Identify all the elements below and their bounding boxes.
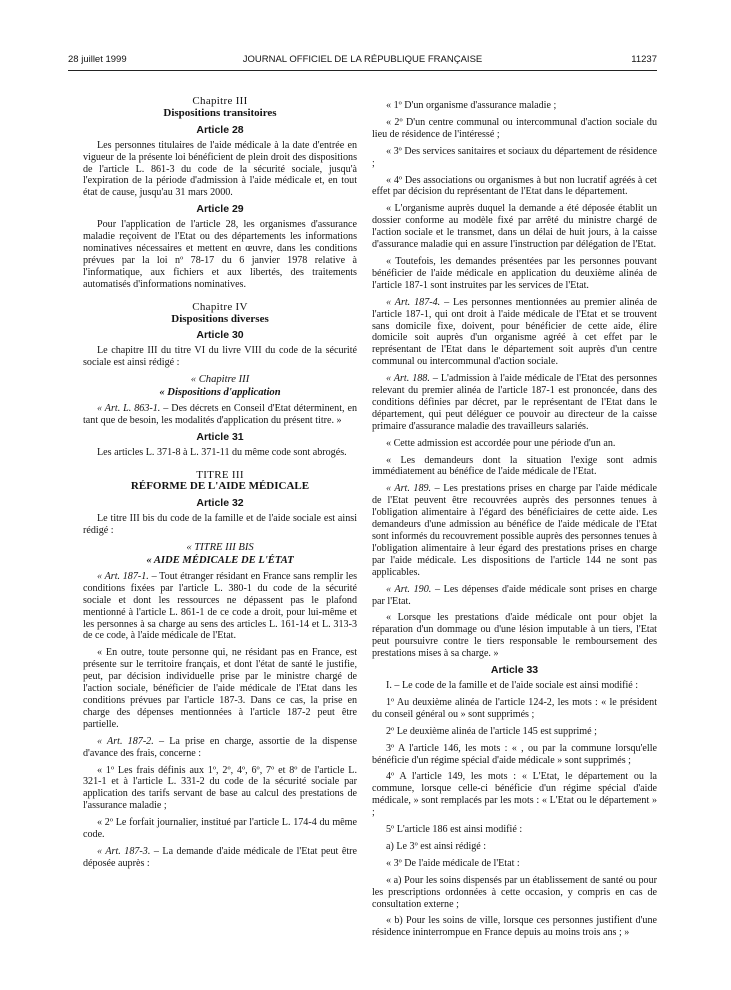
paragraph: « b) Pour les soins de ville, lorsque ces personnes justifient d'une résidence ininterrompue en France depuis au moins trois ans ; »	[372, 915, 657, 939]
paragraph: 2º Le deuxième alinéa de l'article 145 est supprimé ;	[386, 725, 597, 737]
chapter-title: Dispositions diverses	[171, 312, 269, 325]
paragraph: I. – Le code de la famille et de l'aide sociale est ainsi modifié :	[386, 679, 639, 691]
paragraph: Pour l'application de l'article 28, les organismes d'assurance maladie reçoivent de l'Etat ou des départements les informations nominatives nécessaires et mettent en œuvre, dans les conditions prévues par la loi nº 78-17 du 6 janvier 1978 relative à l'informatique, aux fichiers et aux libertés, des traitements automatisés d'informations nominatives.	[83, 219, 357, 290]
paragraph: 3º A l'article 146, les mots : « , ou par la commune lorsqu'elle bénéficie d'un régime spécial d'aide médicale » sont supprimés ;	[372, 742, 657, 766]
paragraph: « 1º D'un organisme d'assurance maladie ;	[386, 100, 557, 111]
paragraph: « Cette admission est accordée pour une période d'un an.	[386, 437, 616, 449]
article-reference: « Art. 188.	[386, 373, 430, 385]
paragraph: a) Le 3º est ainsi rédigé :	[386, 840, 487, 852]
code-titre-heading: « TITRE III BIS	[186, 542, 254, 554]
article-reference: « Art. 189.	[386, 483, 432, 495]
paragraph-text: – Des décrets en Conseil d'Etat déterminent, en tant que de besoin, les modalités d'application du présent titre. »	[83, 402, 357, 426]
paragraph: 1º Au deuxième alinéa de l'article 124-2, les mots : « le président du conseil général ou » sont supprimés ;	[372, 696, 657, 720]
titre-title: RÉFORME DE L'AIDE MÉDICALE	[130, 480, 310, 493]
article-heading: Article 28	[196, 123, 244, 136]
article-heading: Article 29	[196, 203, 244, 216]
paragraph: « Les demandeurs dont la situation l'exige sont admis immédiatement au bénéfice de l'aide médicale de l'Etat.	[372, 454, 657, 478]
paragraph	[372, 483, 657, 578]
paragraph	[372, 297, 657, 368]
paragraph-text: – La prise en charge, assortie de la dispense d'avance des frais, concerne :	[83, 735, 357, 759]
paragraph: « En outre, toute personne qui, ne résidant pas en France, est présente sur le territoire français, et dont l'état de santé le justifie, peut, par décision individuelle prise par le ministre chargé de l'action sociale, bénéficier de l'aide médicale de l'Etat dans les conditions prévues par l'article 187-3. Dans ce cas, la prise en charge des dépenses mentionnées à l'article 187-2 peut être partielle.	[83, 647, 357, 730]
chapter-heading: Chapitre III	[192, 95, 248, 107]
article-heading: Article 31	[196, 430, 244, 443]
paragraph: Le chapitre III du titre VI du livre VIII du code de la sécurité sociale est ainsi rédigé :	[83, 345, 357, 369]
article-reference: « Art. 187-3.	[97, 845, 151, 857]
article-reference: « Art. 190.	[386, 583, 432, 595]
article-heading: Article 30	[196, 329, 244, 342]
paragraph	[83, 571, 357, 642]
paragraph: « a) Pour les soins dispensés par un établissement de santé ou pour les prescriptions ordonnées à cette occasion, y compris en cas de consultation externe ;	[372, 874, 657, 910]
chapter-title: Dispositions transitoires	[163, 106, 277, 119]
titre-heading: TITRE III	[196, 468, 244, 481]
paragraph: « 3º De l'aide médicale de l'Etat :	[386, 857, 520, 869]
paragraph: « Toutefois, les demandes présentées par les personnes pouvant bénéficier de l'aide médicale en application du deuxième alinéa de l'article 187-1 sont instruites par les services de l'Etat.	[372, 255, 657, 291]
header-rule	[68, 70, 657, 71]
paragraph-text: – Les personnes mentionnées au premier alinéa de l'article 187-1, qui ont droit à l'aide médicale de l'Etat et se trouvent sans domicile fixe, doivent, pour bénéficier de cette aide, élire domicile soit auprès d'un organisme agréé à cet effet par le représentant de l'Etat dans le département soit auprès d'un centre communal ou intercommunal d'action sociale.	[372, 296, 657, 368]
paragraph	[372, 373, 657, 433]
paragraph-text: – Les dépenses d'aide médicale sont prises en charge par l'Etat.	[372, 583, 657, 607]
paragraph-text: – La demande d'aide médicale de l'Etat peut être déposée auprès :	[83, 845, 357, 869]
code-chapter-heading: « Chapitre III	[190, 374, 250, 386]
article-reference: « Art. 187-4.	[386, 296, 441, 308]
paragraph: « 3º Des services sanitaires et sociaux du département de résidence ;	[372, 145, 657, 169]
header-page-number: 11237	[631, 54, 657, 65]
paragraph	[372, 584, 657, 608]
paragraph: Le titre III bis du code de la famille et de l'aide sociale est ainsi rédigé :	[83, 513, 357, 537]
paragraph: « Lorsque les prestations d'aide médicale ont pour objet la réparation d'un dommage ou d'une lésion imputable à un tiers, l'Etat peut poursuivre contre le tiers responsable le remboursement des prestations mises à sa charge. »	[372, 612, 657, 660]
paragraph: « L'organisme auprès duquel la demande a été déposée établit un dossier conforme au modèle fixé par arrêté du ministre chargé de l'action sociale et le transmet, dans un délai de huit jours, à la caisse d'assurance maladie qui en assure l'instruction par délégation de l'Etat.	[372, 203, 657, 251]
article-reference: « Art. 187-1.	[97, 570, 149, 582]
paragraph: « 2º D'un centre communal ou intercommunal d'action sociale du lieu de résidence de l'intéressé ;	[372, 116, 657, 140]
header-journal-title: JOURNAL OFFICIEL DE LA RÉPUBLIQUE FRANÇAISE	[242, 54, 483, 65]
paragraph: « 2º Le forfait journalier, institué par l'article L. 174-4 du même code.	[83, 817, 357, 841]
paragraph: 5º L'article 186 est ainsi modifié :	[386, 824, 523, 836]
paragraph: Les articles L. 371-8 à L. 371-11 du même code sont abrogés.	[97, 446, 347, 458]
header-date: 28 juillet 1999	[68, 54, 127, 65]
article-heading: Article 32	[196, 497, 244, 510]
left-column	[83, 96, 357, 875]
page-header	[68, 54, 657, 68]
chapter-heading: Chapitre IV	[192, 300, 248, 313]
article-reference: « Art. 187-2.	[97, 735, 154, 747]
paragraph-text: – L'admission à l'aide médicale de l'Etat des personnes relevant du premier alinéa de l'article 187-1 est prononcée, dans des conditions définies par décret, par le représentant de l'Etat dans le département, qui peut déléguer ce pouvoir au directeur de la caisse primaire d'assurance maladie des travailleurs salariés.	[372, 373, 658, 432]
article-reference: « Art. L. 863-1.	[97, 402, 161, 414]
code-chapter-title: « Dispositions d'application	[159, 387, 281, 399]
paragraph: « 4º Des associations ou organismes à but non lucratif agréés à cet effet par décision du représentant de l'Etat dans le département.	[372, 174, 657, 198]
paragraph-text: – Tout étranger résidant en France sans remplir les conditions fixées par l'article L. 380-1 du code de la sécurité sociale et dont les ressources ne dépassent pas le plafond mentionné à l'article L. 861-1 de ce code a droit, pour lui-même et les personnes à sa charge au sens des articles L. 161-14 et L. 313-3 de ce code, à l'aide médicale de l'Etat.	[83, 570, 358, 642]
paragraph-text: – Les prestations prises en charge par l'aide médicale de l'Etat peuvent être recouvrées auprès des personnes tenues à l'obligation alimentaire à l'égard des bénéficiaires de cette aide. Les demandeurs d'une admission au bénéfice de l'aide médicale de l'Etat sont informés du recouvrement possible auprès des personnes tenues à l'obligation alimentaire à leur égard des prestations prises en charge par l'aide médicale. Les dispositions de l'article 144 ne sont pas applicables.	[372, 483, 657, 578]
paragraph	[83, 736, 357, 760]
article-heading: Article 33	[490, 664, 539, 677]
right-column	[372, 100, 657, 944]
paragraph: 4º A l'article 149, les mots : « L'Etat, le département ou la commune, lorsque celle-ci bénéficie d'un régime spécial d'aide médicale, » sont remplacés par les mots : « L'Etat ou le département » ;	[372, 771, 657, 819]
paragraph	[83, 403, 357, 427]
paragraph: Les personnes titulaires de l'aide médicale à la date d'entrée en vigueur de la présente loi bénéficient de plein droit des dispositions de l'article L. 861-3 du code de la sécurité sociale, jusqu'à l'expiration de la période d'admission à l'aide médicale et, en tout état de cause, jusqu'au 31 mars 2000.	[83, 139, 357, 199]
paragraph	[83, 846, 357, 870]
code-titre-title: « AIDE MÉDICALE DE L'ÉTAT	[146, 555, 294, 566]
paragraph: « 1º Les frais définis aux 1º, 2º, 4º, 6º, 7º et 8º de l'article L. 321-1 et à l'article L. 331-2 du code de la sécurité sociale par application des tarifs servant de base au calcul des prestations de l'assurance maladie ;	[83, 764, 357, 812]
